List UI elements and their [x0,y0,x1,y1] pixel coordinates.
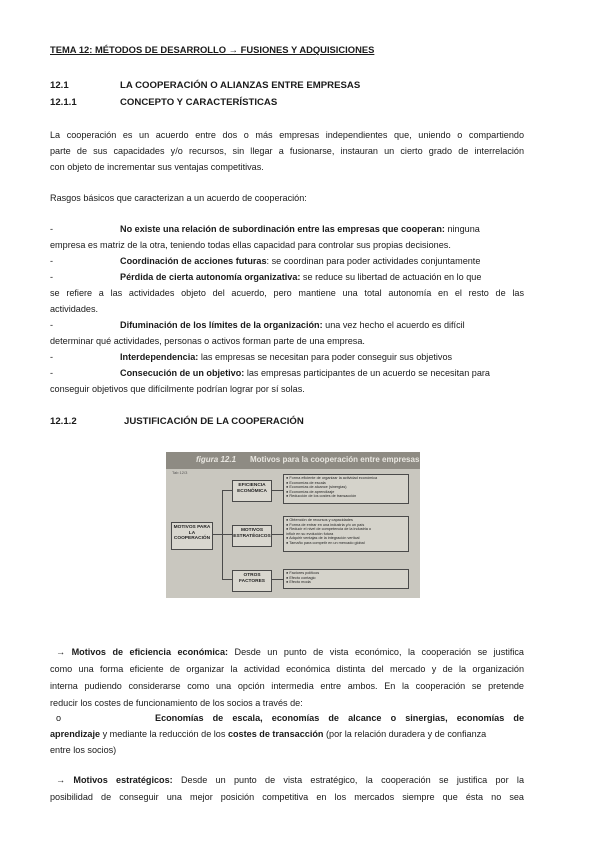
list-item: ● Reducir el nivel de competencia de la industria o [286,527,372,532]
paragraph-line: conseguir objetivos que difícilmente podrían lograr por sí solas. [50,384,305,394]
list-item: ● Reducción de los costes de transacción [286,494,357,499]
paragraph-line: interna pudiendo considerarse como una opción intermedia entre ambos. En la cooperación se pretende [50,681,524,691]
connector [271,490,283,491]
dash-bullet: - [50,224,54,234]
efficiency-list [283,474,409,504]
item-text: se reduce su libertad de actuación en lo que [300,272,482,282]
paragraph-line: determinar qué actividades, personas o activos forman parte de una empresa. [50,336,365,346]
list-item [50,352,524,363]
connector [271,534,283,535]
list-item: ● Efecto contagio [286,575,316,580]
item-text: : se coordinan para poder actividades conjuntamente [266,256,481,266]
item-text: Desde un punto de vista económico, la cooperación se justifica [228,647,524,657]
sub-list-item [50,713,524,724]
paragraph-line: Rasgos básicos que caracterizan a un acuerdo de cooperación: [50,193,307,203]
section-number: 12.1 [50,80,69,91]
list-item: ● Obtención de recursos y capacidades [286,518,353,522]
list-item: ● Tamaño para competir en un mercado global [286,540,365,545]
list-item: influir en su evolución futura [286,531,334,536]
connector [222,579,232,580]
bold-term: costes de transacción [227,729,324,739]
bold-term: Coordinación de acciones futuras [120,256,267,266]
item-text: las empresas se necesitan para poder conseguir sus objetivos [198,352,453,362]
paragraph-line: se refiere a las actividades objeto del acuerdo, pero mantiene una total autonomía en el resto de las [50,288,524,298]
list-item [50,272,524,283]
item-text: Desde un punto de vista estratégico, la cooperación se justifica por la [172,775,524,785]
connector [271,579,283,580]
item-text: una vez hecho el acuerdo es difícil [322,320,465,330]
paragraph-line: posibilidad de conseguir una mejor posición competitiva en los mercados siempre que ésta no sea [50,792,524,802]
bold-term: Consecución de un objetivo: [120,368,245,378]
list-item [50,320,524,331]
list-item: ● Economías de aprendizaje [286,489,335,494]
section-title: JUSTIFICACIÓN DE LA COOPERACIÓN [124,416,304,427]
paragraph-line: La cooperación es un acuerdo entre dos o más empresas independientes que, uniendo o compartiendo [50,130,524,140]
item-text: y mediante la reducción de los [100,729,228,739]
figure-title: Motivos para la cooperación entre empresas [250,455,420,464]
bold-term: Difuminación de los límites de la organización: [120,320,323,330]
dash-bullet: - [50,368,54,378]
bold-term: Pérdida de cierta autonomía organizativa: [120,272,301,282]
figure-cooperation-motives [166,452,420,598]
list-item [50,224,524,235]
list-item: ● Adquirir ventajas de la integración vertical [286,536,360,541]
section-number: 12.1.2 [50,416,77,427]
paragraph-line: reducir los costes de funcionamiento de los socios a través de: [50,698,303,708]
figure-header [166,452,420,469]
sub-list-line: entre los socios) [50,745,117,755]
dash-bullet: - [50,320,54,330]
sub-list-line [50,729,524,740]
bold-term: Motivos de eficiencia económica: [71,647,229,657]
paragraph-line: con objeto de incrementar sus ventajas competitivas. [50,162,264,172]
document-title: TEMA 12: MÉTODOS DE DESARROLLO → FUSIONES Y ADQUISICIONES [50,44,375,55]
paragraph-line: parte de sus capacidades y/o recursos, sin llegar a fusionarse, instauran un cierto grado de interrelación [50,146,524,156]
dash-bullet: - [50,272,54,282]
efficiency-box: EFICIENCIA ECONÓMICA [232,480,272,502]
item-text: (por la relación duradera y de confianza [323,729,487,739]
section-number: 12.1.1 [50,97,77,108]
list-item: ● Forma de entrar en una industria y/o un país [286,522,365,527]
other-factors-box: OTROS FACTORES [232,570,272,592]
list-item: ● Factores políticos [286,571,320,575]
figure-label: figura 12.1 [196,455,237,464]
list-item: ● Efecto moda [286,580,311,585]
list-item [50,775,524,786]
list-item [50,256,524,267]
strategic-box: MOTIVOS ESTRATÉGICOS [232,525,272,547]
section-title: LA COOPERACIÓN O ALIANZAS ENTRE EMPRESAS [120,80,361,91]
list-item [50,647,524,658]
item-text: las empresas participantes de un acuerdo se necesitan para [244,368,490,378]
paragraph-line: actividades. [50,304,99,314]
arrow-bullet: → [56,647,66,657]
paragraph-line: empresa es matriz de la otra, teniendo todas ellas capacidad para controlar sus propias decisiones. [50,240,451,250]
connector [222,534,232,535]
list-item [50,368,524,379]
dash-bullet: - [50,256,54,266]
root-box: MOTIVOS PARA LA COOPERACIÓN [171,522,213,550]
circle-bullet: o [56,713,62,723]
list-item: ● Economías de alcance (sinergias) [286,485,347,490]
dash-bullet: - [50,352,54,362]
section-title: CONCEPTO Y CARACTERÍSTICAS [120,97,278,108]
connector [212,534,222,535]
paragraph-line: como una forma eficiente de organizar la actividad económica distinta del mercado y de la organización [50,664,524,674]
bold-term: Motivos estratégicos: [73,775,173,785]
bold-term: Interdependencia: [120,352,199,362]
bold-term: Economías de escala, economías de alcance o sinergias, economías de [155,713,524,723]
bold-term: No existe una relación de subordinación entre las empresas que cooperan: [120,224,445,234]
list-item: ● Economías de escala [286,480,326,485]
item-text: ninguna [444,224,480,234]
strategic-list [283,516,409,552]
arrow-bullet: → [56,775,66,785]
figure-page-ref: Tab 12/3 [172,470,188,475]
bold-term: aprendizaje [50,729,101,739]
other-factors-list [283,569,409,589]
connector [222,490,232,491]
list-item: ● Forma eficiente de organizar la actividad económica [286,476,378,480]
